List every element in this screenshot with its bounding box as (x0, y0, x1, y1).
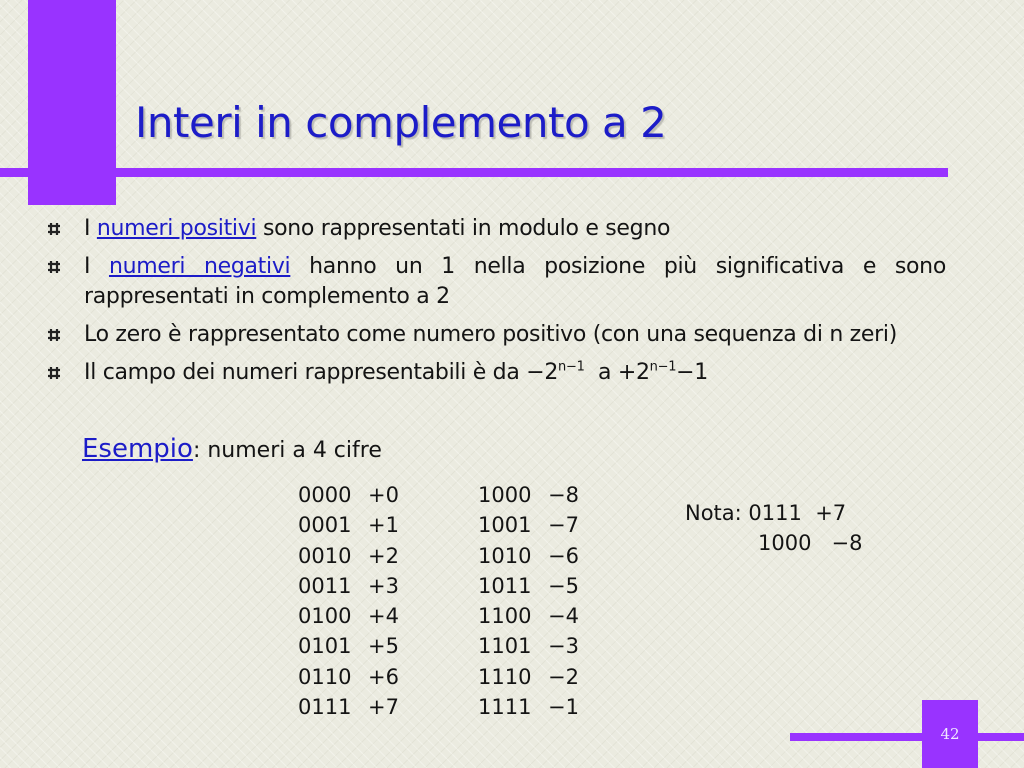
value-cell: −4 (548, 604, 579, 629)
range-lower-base: −2 (526, 360, 559, 385)
table-row (298, 692, 588, 722)
value-cell: +0 (368, 483, 399, 507)
bits-cell: 0101 (298, 634, 352, 659)
bullet-highlight: numeri negativi (108, 254, 291, 279)
value-cell: −5 (548, 573, 579, 598)
value-cell: −6 (548, 543, 579, 568)
example-label: Esempio (82, 434, 193, 464)
table-row (298, 571, 588, 601)
title-rule (0, 168, 948, 177)
value-cell: +6 (368, 664, 399, 689)
bits-cell: 0001 (298, 513, 352, 538)
bullet-item (46, 214, 946, 244)
table-row (298, 662, 588, 692)
range-upper-suffix: −1 (676, 360, 709, 385)
bullet-list (46, 214, 946, 396)
slide-title: Interi in complemento a 2 (135, 98, 667, 147)
footer-rule (790, 733, 1024, 741)
bullet-item (46, 320, 946, 350)
nota-line: 1000 −8 (758, 531, 863, 555)
example-text: : numeri a 4 cifre (192, 438, 382, 463)
range-upper-exponent: n−1 (649, 359, 677, 375)
bits-cell: 1001 (478, 513, 532, 538)
nota-line: Nota: 0111 +7 (685, 501, 847, 525)
value-cell: −1 (548, 695, 579, 720)
bullet-text: I (84, 254, 109, 279)
bullet-item (46, 358, 946, 388)
value-cell: −7 (548, 513, 579, 538)
bullet-text: Lo zero è rappresentato come numero positivo (con una sequenza di n zeri) (84, 322, 897, 347)
bits-cell: 1011 (478, 573, 532, 598)
bits-cell: 1110 (478, 664, 532, 689)
value-cell: +4 (368, 604, 399, 629)
hash-bullet-icon (46, 221, 62, 237)
nota-box (685, 498, 862, 558)
value-cell: +5 (368, 634, 399, 659)
bits-cell: 1101 (478, 634, 532, 659)
value-cell: −2 (548, 664, 579, 689)
bits-cell: 1100 (478, 604, 532, 629)
hash-bullet-icon (46, 365, 62, 381)
hash-bullet-icon (46, 327, 62, 343)
value-cell: +7 (368, 695, 399, 720)
table-row (298, 541, 588, 571)
table-row (298, 510, 588, 540)
table-row (298, 631, 588, 661)
bullet-text: hanno un 1 nella posizione più significativa e sono rappresentati in complemento a 2 (84, 254, 946, 309)
bullet-item (46, 252, 946, 312)
value-cell: +2 (368, 543, 399, 568)
bits-cell: 0010 (298, 543, 352, 568)
hash-bullet-icon (46, 259, 62, 275)
bits-cell: 0100 (298, 604, 352, 629)
bits-cell: 1010 (478, 543, 532, 568)
value-cell: +3 (368, 573, 399, 598)
bullet-text: Il campo dei numeri rappresentabili è da (84, 360, 527, 385)
range-lower-exponent: n−1 (558, 359, 585, 375)
table-row (298, 480, 588, 510)
page-number: 42 (940, 725, 960, 743)
bits-cell: 0110 (298, 664, 352, 689)
value-cell: +1 (368, 513, 399, 538)
bullet-text: I (84, 216, 97, 241)
bits-cell: 1000 (478, 483, 532, 507)
table-row (298, 601, 588, 631)
value-cell: −3 (548, 634, 579, 659)
bits-cell: 0111 (298, 695, 352, 720)
bullet-highlight: numeri positivi (96, 216, 257, 241)
bits-cell: 0011 (298, 573, 352, 598)
range-upper-base: a +2 (584, 360, 650, 385)
page-number-box (922, 700, 978, 768)
value-cell: −8 (548, 483, 579, 507)
bits-cell: 1111 (478, 695, 532, 720)
bullet-text: sono rappresentati in modulo e segno (256, 216, 671, 241)
bits-cell: 0000 (298, 483, 352, 507)
example-heading (82, 434, 382, 464)
binary-table (298, 480, 588, 722)
